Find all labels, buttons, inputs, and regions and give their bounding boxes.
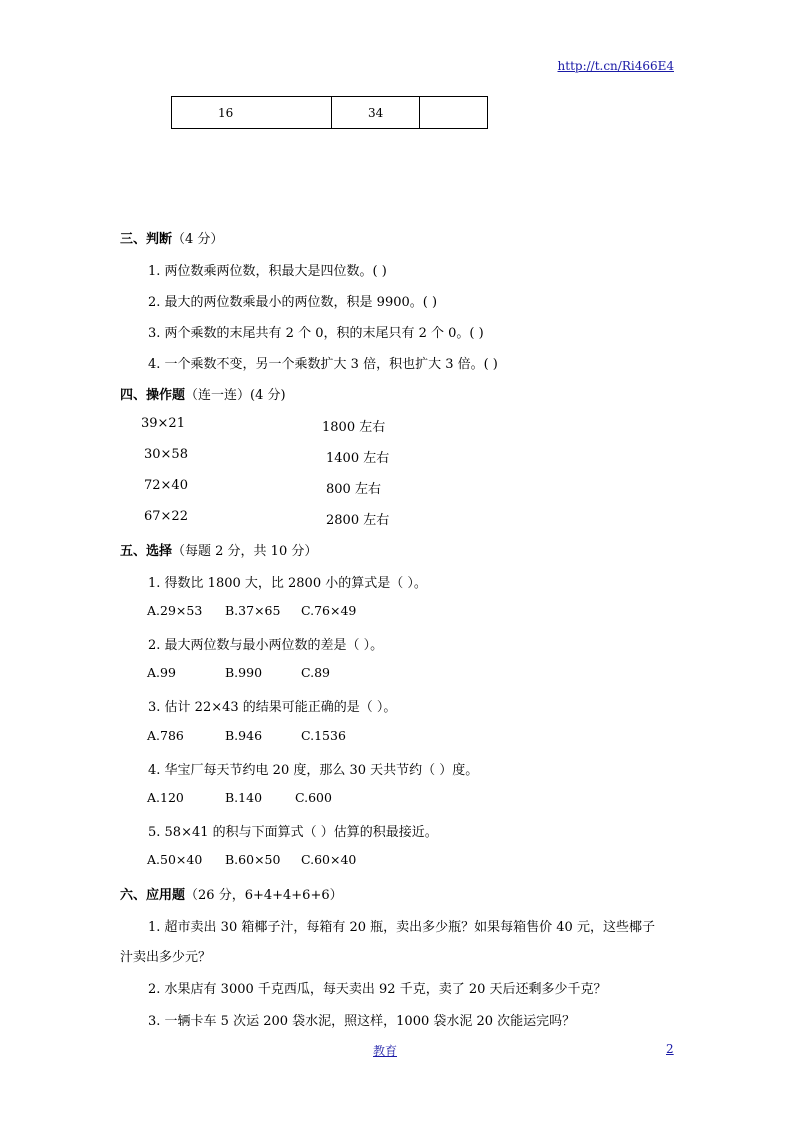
match-right-1: 1800 左右 xyxy=(322,420,386,435)
choice-question-2: 2. 最大两位数与最小两位数的差是（ ）。 xyxy=(148,638,384,653)
match-right-3: 800 左右 xyxy=(326,482,381,497)
table-cell xyxy=(420,97,487,128)
choice-option: C.89 xyxy=(301,665,330,680)
page-number[interactable]: 2 xyxy=(666,1042,674,1056)
choice-option: A.29×53 xyxy=(147,603,203,618)
table-cell: 16 xyxy=(172,97,332,128)
choice-option: C.1536 xyxy=(301,728,346,743)
choice-question-1: 1. 得数比 1800 大，比 2800 小的算式是（ ）。 xyxy=(148,576,427,591)
match-left-3: 72×40 xyxy=(144,478,188,493)
choice-option: A.786 xyxy=(147,728,184,743)
section-3-title: 三、判断 xyxy=(120,232,173,247)
section-3-note: （4 分） xyxy=(172,232,224,247)
section-4-note: （连一连）(4 分) xyxy=(185,388,286,403)
section-6-heading xyxy=(120,884,343,903)
word-problem-1-cont: 汁卖出多少元？ xyxy=(120,950,212,965)
match-left-1: 39×21 xyxy=(141,416,185,431)
header-url[interactable]: http://t.cn/Ri466E4 xyxy=(557,59,674,73)
section-4-title: 四、操作题 xyxy=(120,388,186,403)
judge-item-2: 2. 最大的两位数乘最小的两位数，积是 9900。( ) xyxy=(148,295,438,310)
table-cell: 34 xyxy=(332,97,420,128)
choice-option: B.140 xyxy=(225,790,263,805)
match-right-4: 2800 左右 xyxy=(326,513,390,528)
choice-option: B.990 xyxy=(225,665,263,680)
section-5-title: 五、选择 xyxy=(120,544,173,559)
choice-question-4: 4. 华宝厂每天节约电 20 度，那么 30 天共节约（ ）度。 xyxy=(148,763,479,778)
section-5-note: （每题 2 分，共 10 分） xyxy=(172,544,318,559)
section-5-heading xyxy=(120,540,317,559)
choice-option: C.60×40 xyxy=(301,852,357,867)
section-6-note: （26 分，6+4+4+6+6） xyxy=(185,888,343,903)
match-right-2: 1400 左右 xyxy=(326,451,390,466)
choice-question-3: 3. 估计 22×43 的结果可能正确的是（ ）。 xyxy=(148,700,397,715)
judge-item-3: 3. 两个乘数的末尾共有 2 个 0，积的末尾只有 2 个 0。( ) xyxy=(148,326,484,341)
match-left-2: 30×58 xyxy=(144,447,188,462)
judge-item-1: 1. 两位数乘两位数，积最大是四位数。( ) xyxy=(148,264,387,279)
choice-option: C.600 xyxy=(295,790,332,805)
section-3-heading xyxy=(120,228,223,247)
choice-option: A.120 xyxy=(147,790,184,805)
choice-option: C.76×49 xyxy=(301,603,357,618)
section-4-heading xyxy=(120,384,286,403)
choice-option: B.60×50 xyxy=(225,852,281,867)
choice-option: B.37×65 xyxy=(225,603,281,618)
judge-item-4: 4. 一个乘数不变，另一个乘数扩大 3 倍，积也扩大 3 倍。( ) xyxy=(148,357,498,372)
data-table xyxy=(171,96,488,129)
choice-option: A.99 xyxy=(147,665,176,680)
word-problem-3: 3. 一辆卡车 5 次运 200 袋水泥，照这样，1000 袋水泥 20 次能运完吗？ xyxy=(148,1014,576,1029)
choice-question-5: 5. 58×41 的积与下面算式（ ）估算的积最接近。 xyxy=(148,825,438,840)
choice-option: B.946 xyxy=(225,728,263,743)
section-6-title: 六、应用题 xyxy=(120,888,186,903)
choice-option: A.50×40 xyxy=(147,852,203,867)
word-problem-1: 1. 超市卖出 30 箱椰子汁，每箱有 20 瓶，卖出多少瓶？如果每箱售价 40 元，这些椰子 xyxy=(148,920,655,935)
footer-link[interactable]: 教育 xyxy=(373,1044,398,1058)
match-left-4: 67×22 xyxy=(144,509,188,524)
word-problem-2: 2. 水果店有 3000 千克西瓜，每天卖出 92 千克，卖了 20 天后还剩多少千克？ xyxy=(148,982,607,997)
